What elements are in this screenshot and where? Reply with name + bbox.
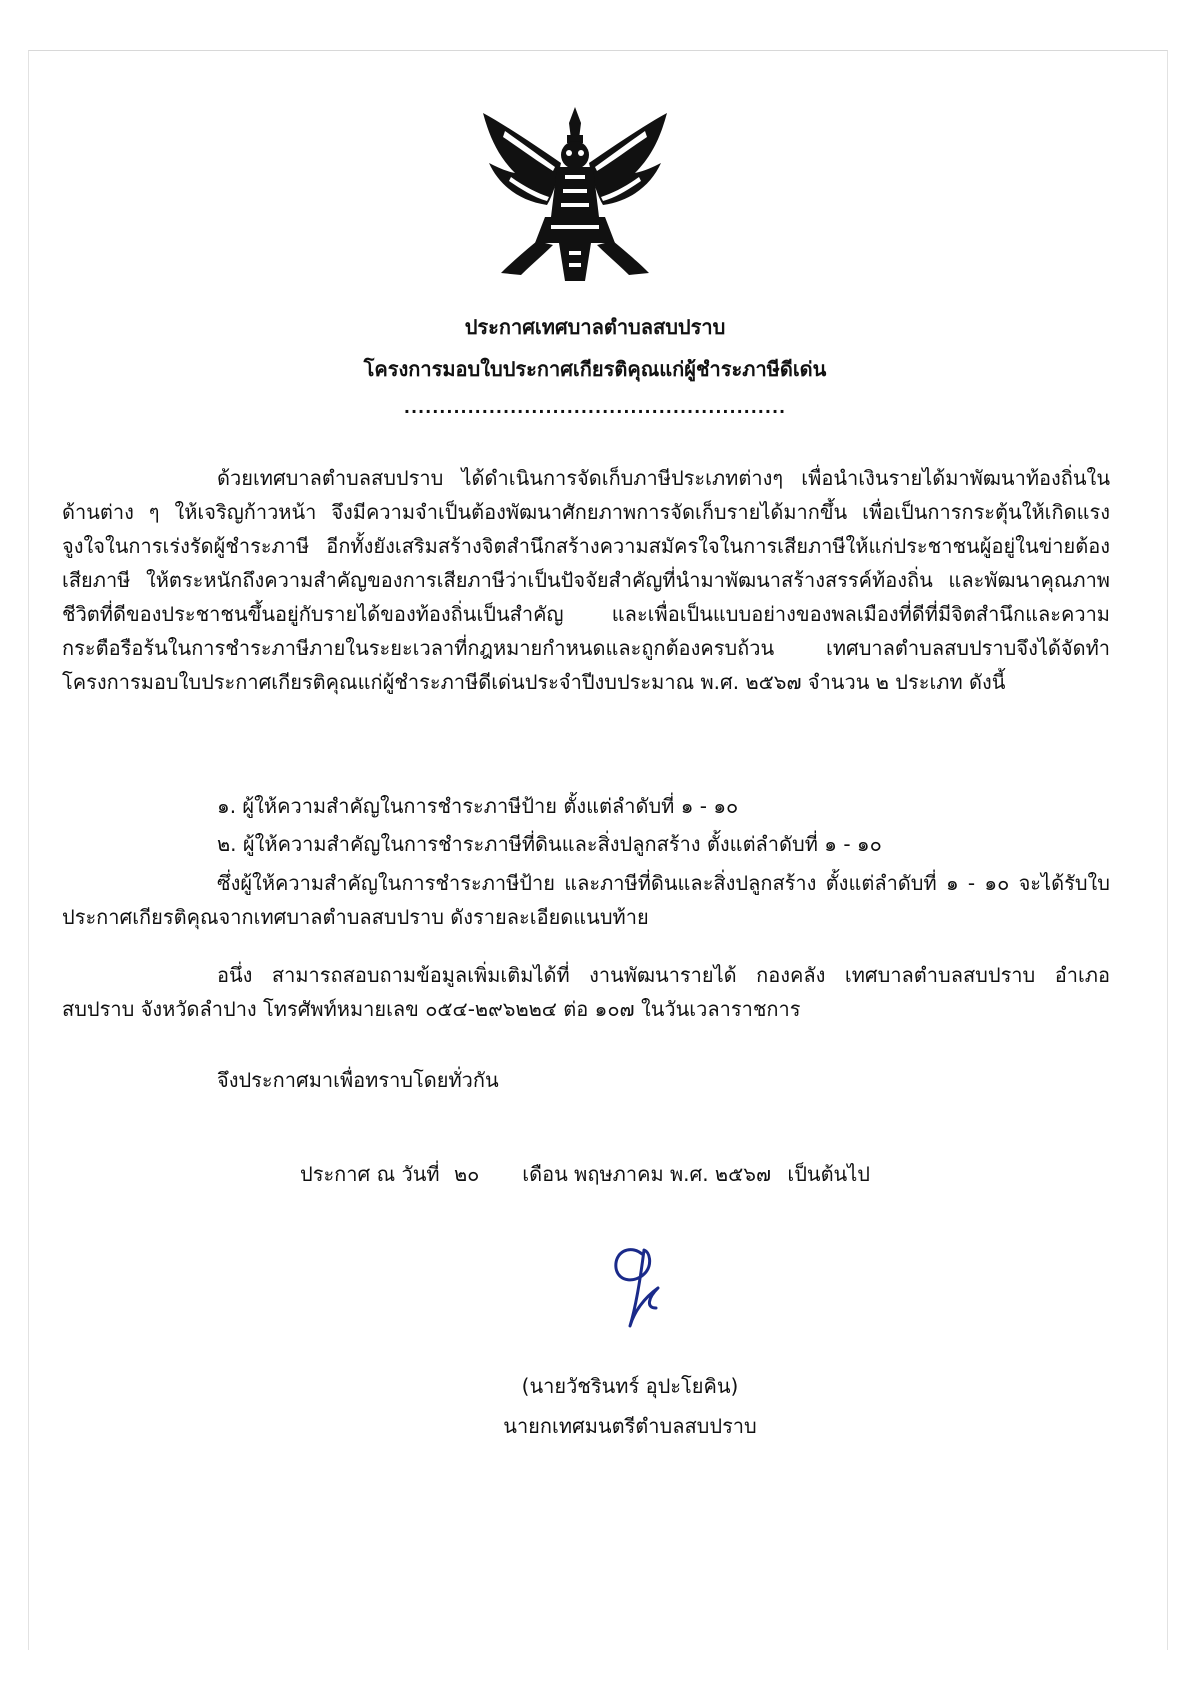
- announcement-title: ประกาศเทศบาลตำบลสบปราบ: [464, 315, 726, 339]
- garuda-emblem-icon: [475, 105, 675, 285]
- project-title: โครงการมอบใบประกาศเกียรติคุณแก่ผู้ชำระภาษีดีเด่น: [363, 357, 827, 381]
- date-year: พ.ศ. ๒๕๖๗: [669, 1162, 771, 1186]
- date-suffix: เป็นต้นไป: [787, 1162, 870, 1186]
- date-month-label: เดือน: [522, 1162, 568, 1186]
- list-item-signboard-tax: ๑. ผู้ให้ความสำคัญในการชำระภาษีป้าย ตั้งแต่ลำดับที่ ๑ - ๑๐: [217, 794, 739, 818]
- list-item-land-building-tax: ๒. ผู้ให้ความสำคัญในการชำระภาษีที่ดินและสิ่งปลูกสร้าง ตั้งแต่ลำดับที่ ๑ - ๑๐: [217, 832, 882, 856]
- date-month: พฤษภาคม: [574, 1162, 664, 1186]
- date-day: ๒๐: [453, 1162, 480, 1186]
- body-paragraph-intro: ด้วยเทศบาลตำบลสบปราบ ได้ดำเนินการจัดเก็บภาษีประเภทต่างๆ เพื่อนำเงินรายได้มาพัฒนาท้องถิ่นในด้านต่าง ๆ ให้เจริญก้าวหน้า จึงมีความจำเป็นต้องพัฒนาศักยภาพการจัดเก็บรายได้มากขึ้น เพื่อเป็นการกระตุ้นให้เกิดแรงจูงใจในการเร่งรัดผู้ชำระภาษี อีกทั้งยังเสริมสร้างจิตสำนึกสร้างความสมัครใจในการเสียภาษีให้แก่ประชาชนผู้อยู่ในข่ายต้องเสียภาษี ให้ตระหนักถึงความสำคัญของการเสียภาษีว่าเป็นปัจจัยสำคัญที่นำมาพัฒนาสร้างสรรค์ท้องถิ่น และพัฒนาคุณภาพชีวิตที่ดีของประชาชนขึ้นอยู่กับรายได้ของท้องถิ่นเป็นสำคัญ และเพื่อเป็นแบบอย่างของพลเมืองที่ดีที่มีจิตสำนึกและความกระตือรือร้นในการชำระภาษีภายในระยะเวลาที่กฎหมายกำหนดและถูกต้องครบถ้วน เทศบาลตำบลสบปราบจึงได้จัดทำโครงการมอบใบประกาศเกียรติคุณแก่ผู้ชำระภาษีดีเด่นประจำปีงบประมาณ พ.ศ. ๒๕๖๗ จำนวน ๒ ประเภท ดังนี้: [62, 466, 1110, 694]
- title-separator: ......................................................: [403, 398, 787, 417]
- signatory-position: นายกเทศมนตรีตำบลสบปราบ: [503, 1414, 757, 1438]
- date-line: [300, 1158, 870, 1190]
- body-paragraph-contact: อนึ่ง สามารถสอบถามข้อมูลเพิ่มเติมได้ที่ งานพัฒนารายได้ กองคลัง เทศบาลตำบลสบปราบ อำเภอสบปราบ จังหวัดลำปาง โทรศัพท์หมายเลข ๐๕๔-๒๙๖๒๒๔ ต่อ ๑๐๗ ในวันเวลาราชการ: [62, 963, 1110, 1021]
- date-prefix: ประกาศ ณ วันที่: [300, 1162, 440, 1186]
- signatory-name: (นายวัชรินทร์ อุปะโยคิน): [521, 1374, 739, 1398]
- handwritten-signature: [600, 1242, 680, 1332]
- closing-statement: จึงประกาศมาเพื่อทราบโดยทั่วกัน: [217, 1068, 499, 1092]
- body-paragraph-recipients: ซึ่งผู้ให้ความสำคัญในการชำระภาษีป้าย และภาษีที่ดินและสิ่งปลูกสร้าง ตั้งแต่ลำดับที่ ๑ - ๑๐ จะได้รับใบประกาศเกียรติคุณจากเทศบาลตำบลสบปราบ ดังรายละเอียดแนบท้าย: [62, 871, 1110, 929]
